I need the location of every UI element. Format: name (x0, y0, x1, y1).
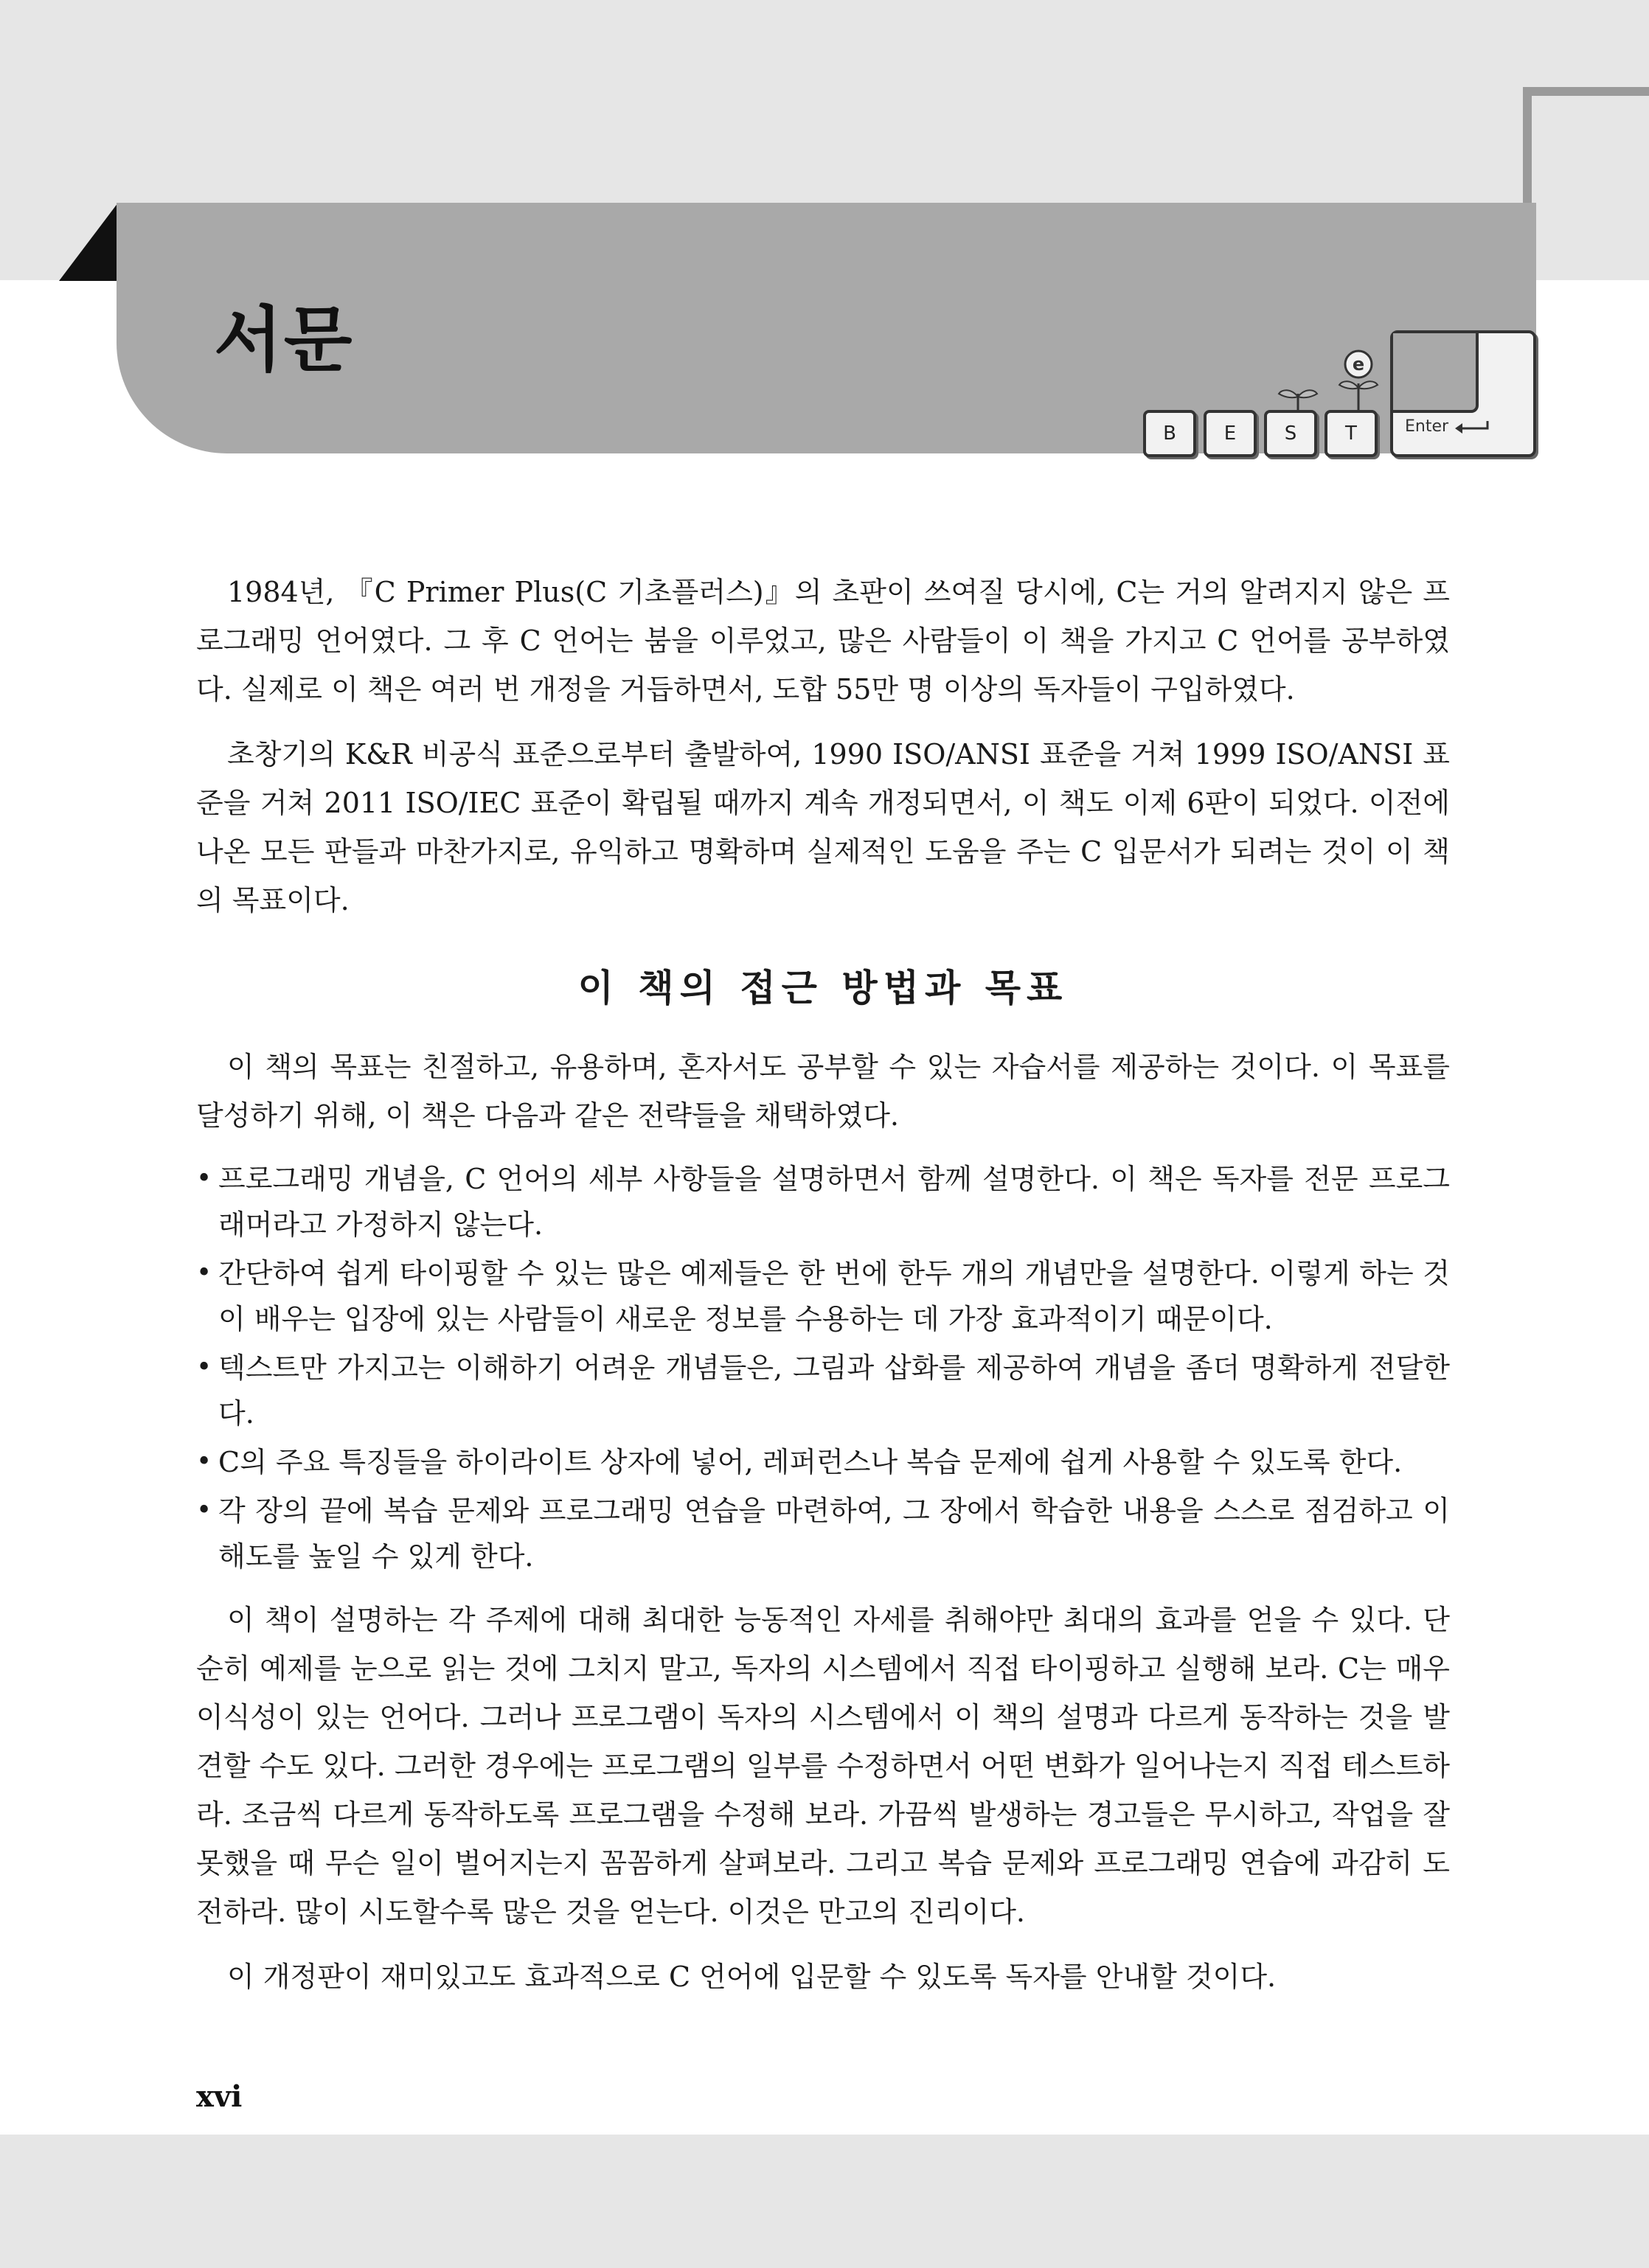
sprout-e-icon (1336, 347, 1381, 413)
intro-paragraph-1: 1984년, 『C Primer Plus(C 기초플러스)』의 초판이 쓰여질 당시에, C는 거의 알려지지 않은 프로그래밍 언어였다. 그 후 C 언어는 붐을 이루었고, 많은 사람들이 이 책을 가지고 C 언어를 공부하였다. 실제로 이 책은 여러 번 개정을 거듭하면서, 도합 55만 명 이상의 독자들이 구입하였다. (196, 576, 1450, 706)
list-item: • 텍스트만 가지고는 이해하기 어려운 개념들은, 그림과 삽화를 제공하여 개념을 좀더 명확하게 전달한다. (196, 1345, 1450, 1436)
enter-arrow-icon (1454, 420, 1490, 434)
section-intro-paragraph: 이 책의 목표는 친절하고, 유용하며, 혼자서도 공부할 수 있는 자습서를 제공하는 것이다. 이 목표를 달성하기 위해, 이 책은 다음과 같은 전략들을 채택하였다. (196, 1051, 1450, 1132)
key-e: E (1204, 410, 1257, 457)
sprout-icon (1276, 383, 1320, 413)
list-item: • 프로그래밍 개념을, C 언어의 세부 사항들을 설명하면서 함께 설명한다. 이 책은 독자를 전문 프로그래머라고 가정하지 않는다. (196, 1156, 1450, 1248)
enter-key-notch (1393, 333, 1479, 413)
closing-paragraph-1: 이 책이 설명하는 각 주제에 대해 최대한 능동적인 자세를 취해야만 최대의 효과를 얻을 수 있다. 단순히 예제를 눈으로 읽는 것에 그치지 말고, 독자의 시스템에서 직접 타이핑하고 실행해 보라. C는 매우 이식성이 있는 언어다. 그러나 프로그램이 독자의 시스템에서 이 책의 설명과 다르게 동작하는 것을 발견할 수도 있다. 그러한 경우에는 프로그램의 일부를 수정하면서 어떤 변화가 일어나는지 직접 테스트하라. 조금씩 다르게 동작하도록 프로그램을 수정해 보라. 가끔씩 발생하는 경고들은 무시하고, 작업을 잘못했을 때 무슨 일이 벌어지는지 꼼꼼하게 살펴보라. 그리고 복습 문제와 프로그래밍 연습에 과감히 도전하라. 많이 시도할수록 많은 것을 얻는다. 이것은 만고의 진리이다. (196, 1604, 1450, 1928)
sprout-letter: e (1352, 354, 1365, 375)
list-item: • C의 주요 특징들을 하이라이트 상자에 넣어, 레퍼런스나 복습 문제에 쉽게 사용할 수 있도록 한다. (196, 1439, 1450, 1485)
header-corner-step (1523, 87, 1649, 214)
page-title: 서문 (214, 299, 354, 381)
key-b: B (1143, 410, 1196, 457)
best-enter-logo (1143, 330, 1541, 463)
closing-paragraph-2: 이 개정판이 재미있고도 효과적으로 C 언어에 입문할 수 있도록 독자를 안내할 것이다. (227, 1961, 1277, 1993)
enter-key (1390, 330, 1536, 457)
bottom-gray-band (0, 2135, 1649, 2268)
list-item: • 각 장의 끝에 복습 문제와 프로그래밍 연습을 마련하여, 그 장에서 학습한 내용을 스스로 점검하고 이해도를 높일 수 있게 한다. (196, 1488, 1450, 1579)
enter-key-label: Enter (1405, 417, 1490, 436)
intro-paragraph-2: 초창기의 K&R 비공식 표준으로부터 출발하여, 1990 ISO/ANSI 표준을 거쳐 1999 ISO/ANSI 표준을 거쳐 2011 ISO/IEC 표준이 확립될 때까지 계속 개정되면서, 이 책도 이제 6판이 되었다. 이전에 나온 모든 판들과 마찬가지로, 유익하고 명확하며 실제적인 도움을 주는 C 입문서가 되려는 것이 이 책의 목표이다. (196, 738, 1450, 916)
page-content (196, 568, 1450, 2017)
key-s: S (1264, 410, 1317, 457)
strategy-list (196, 1156, 1450, 1579)
header-corner-triangle (59, 203, 118, 281)
list-item: • 간단하여 쉽게 타이핑할 수 있는 많은 예제들은 한 번에 한두 개의 개념만을 설명한다. 이렇게 하는 것이 배우는 입장에 있는 사람들이 새로운 정보를 수용하는 데 가장 효과적이기 때문이다. (196, 1250, 1450, 1342)
page-number: xvi (196, 2079, 243, 2114)
key-t: T (1325, 410, 1378, 457)
section-heading: 이 책의 접근 방법과 목표 (577, 967, 1069, 1009)
